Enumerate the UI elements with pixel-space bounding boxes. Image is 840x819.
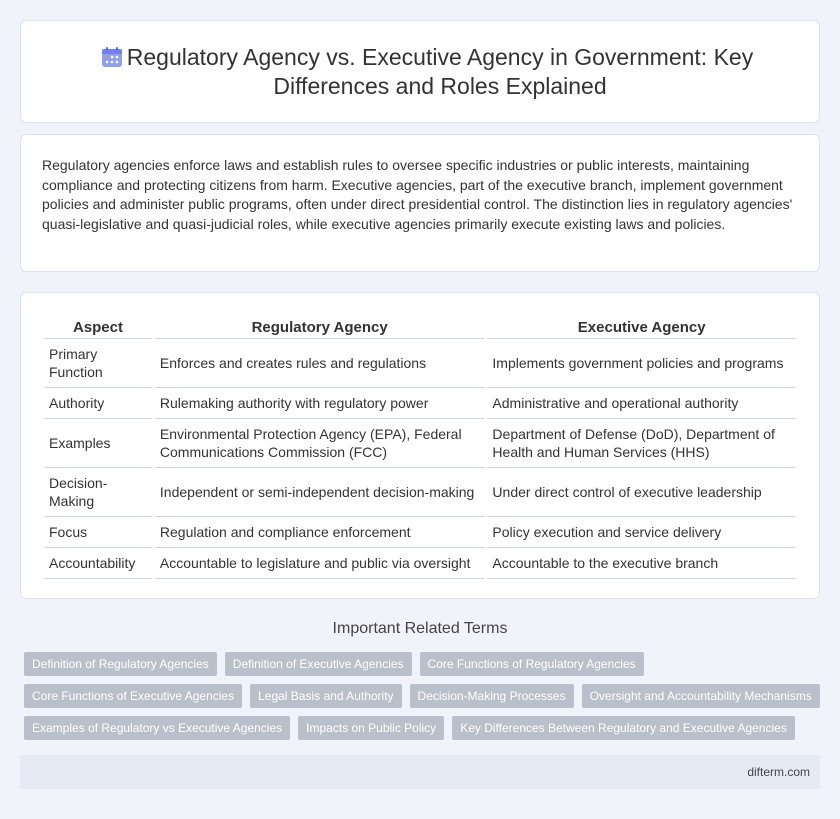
tag-row	[24, 684, 824, 708]
cell-executive: Policy execution and service delivery	[487, 517, 796, 548]
related-term-link[interactable]: Core Functions of Executive Agencies	[24, 684, 242, 708]
table-header-row	[44, 315, 796, 339]
related-term-link[interactable]: Key Differences Between Regulatory and Executive Agencies	[452, 716, 795, 740]
related-terms-title: Important Related Terms	[332, 620, 508, 637]
footer	[20, 755, 820, 789]
cell-aspect: Examples	[44, 419, 152, 468]
cell-executive: Implements government policies and programs	[487, 339, 796, 388]
footer-site-link[interactable]: difterm.com	[747, 765, 810, 779]
comparison-table-card	[20, 292, 820, 599]
related-term-link[interactable]: Impacts on Public Policy	[298, 716, 444, 740]
related-term-link[interactable]: Examples of Regulatory vs Executive Agencies	[24, 716, 290, 740]
header-executive-agency: Executive Agency	[487, 315, 796, 339]
header-aspect: Aspect	[44, 315, 152, 339]
cell-aspect: Authority	[44, 388, 152, 419]
cell-regulatory: Regulation and compliance enforcement	[155, 517, 485, 548]
tag-row	[24, 652, 824, 676]
page-title: Regulatory Agency vs. Executive Agency in Government: Key Differences and Roles Explained	[126, 44, 754, 99]
cell-aspect: Focus	[44, 517, 152, 548]
related-term-link[interactable]: Core Functions of Regulatory Agencies	[420, 652, 644, 676]
related-term-link[interactable]: Decision-Making Processes	[410, 684, 574, 708]
intro-card	[20, 134, 820, 272]
cell-aspect: Primary Function	[44, 339, 152, 388]
title-card	[20, 20, 820, 123]
cell-aspect: Decision-Making	[44, 468, 152, 517]
cell-executive: Under direct control of executive leadership	[487, 468, 796, 517]
cell-regulatory: Accountable to legislature and public via oversight	[155, 548, 485, 579]
tag-row	[24, 716, 824, 740]
related-term-link[interactable]: Definition of Executive Agencies	[225, 652, 412, 676]
cell-regulatory: Rulemaking authority with regulatory power	[155, 388, 485, 419]
related-term-link[interactable]: Definition of Regulatory Agencies	[24, 652, 217, 676]
header-regulatory-agency: Regulatory Agency	[155, 315, 485, 339]
related-terms-list	[24, 652, 824, 748]
table-row	[44, 517, 796, 548]
cell-regulatory: Independent or semi-independent decision-making	[155, 468, 485, 517]
cell-aspect: Accountability	[44, 548, 152, 579]
cell-executive: Administrative and operational authority	[487, 388, 796, 419]
cell-executive: Department of Defense (DoD), Department of Health and Human Services (HHS)	[487, 419, 796, 468]
cell-regulatory: Environmental Protection Agency (EPA), Federal Communications Commission (FCC)	[155, 419, 485, 468]
related-term-link[interactable]: Legal Basis and Authority	[250, 684, 401, 708]
intro-paragraph: Regulatory agencies enforce laws and establish rules to oversee specific industries or public interests, maintaining compliance and protecting citizens from harm. Executive agencies, part of the executive branch, implement government policies and administer public programs, often under direct presidential control. The distinction lies in regulatory agencies' quasi-legislative and quasi-judicial roles, while executive agencies primarily execute existing laws and policies.	[42, 157, 793, 232]
table-row	[44, 419, 796, 468]
table-row	[44, 339, 796, 388]
comparison-table	[41, 315, 799, 579]
table-row	[44, 548, 796, 579]
table-row	[44, 388, 796, 419]
cell-executive: Accountable to the executive branch	[487, 548, 796, 579]
table-row	[44, 468, 796, 517]
cell-regulatory: Enforces and creates rules and regulations	[155, 339, 485, 388]
related-term-link[interactable]: Oversight and Accountability Mechanisms	[582, 684, 820, 708]
